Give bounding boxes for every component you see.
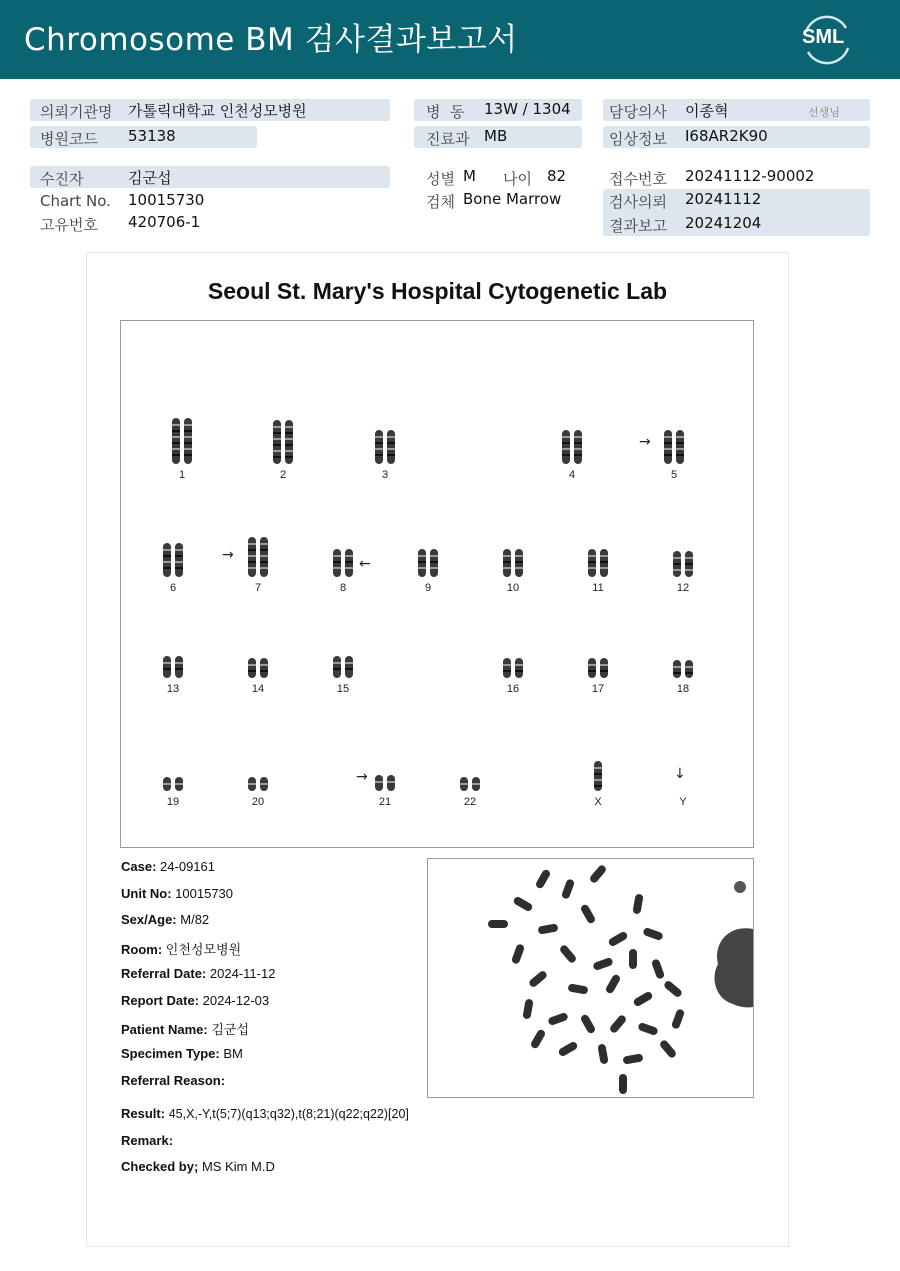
arrow-right-icon: → [356,769,368,785]
specimen-row [414,189,594,211]
chromosome-label: 7 [254,582,262,594]
chromosome-pair [415,547,441,579]
case-value: 24-09161 [160,859,215,874]
clinical-row [603,126,870,148]
chromosome-pair [500,656,526,680]
chart-row [30,190,390,212]
chromosome-label: 19 [166,796,180,808]
age-value: 82 [547,167,567,185]
chromosome-label: 15 [336,683,350,695]
chromosome-pair [160,775,186,793]
hospital-code-value: 53138 [128,127,176,145]
specimen-value: Bone Marrow [463,190,562,208]
report-date-value: 2024-12-03 [202,993,270,1008]
checked-value: MS Kim M.D [201,1159,275,1174]
unit-value: 10015730 [175,886,234,901]
institution-label: 의뢰기관명 [40,103,113,121]
chromosome-pair [500,547,526,579]
chromosome-label: 5 [670,469,678,481]
request-value: 20241112 [685,190,762,208]
clinical-label: 임상정보 [609,130,667,148]
chromosome-pair [160,541,186,579]
referral-date-line [121,966,275,981]
metaphase-image [427,858,754,1098]
chromosome-label: X [594,796,602,808]
chromosome-label: 20 [251,796,265,808]
department-label: 진료과 [426,130,470,148]
karyogram [120,320,754,848]
result-date-value: 20241204 [685,214,762,232]
doctor-row [603,99,870,121]
chromosome-pair [559,428,585,466]
chromosome-label: 18 [676,683,690,695]
chromosome-label: 22 [463,796,477,808]
receipt-value: 20241112-90002 [685,167,815,185]
chromosome-label: 14 [251,683,265,695]
chromosome-label: 21 [378,796,392,808]
specimen-label: 검체 [426,193,455,211]
doctor-value: 이종혁 [685,102,729,120]
referral-reason-line [121,1073,225,1088]
ward-row [414,99,582,121]
chromosome-label: 4 [568,469,576,481]
chromosome-label: 16 [506,683,520,695]
unique-row [30,212,390,234]
ward-value: 13W / 1304 [484,100,571,118]
referral-reason-label: Referral Reason: [121,1073,226,1088]
age-label: 나이 [503,170,532,188]
checked-label: Checked by; [121,1159,199,1174]
chromosome-pair [270,418,296,466]
chromosome-pair [330,547,356,579]
receipt-row [603,166,870,188]
room-line [121,939,241,958]
report-date-label: Report Date: [121,993,200,1008]
department-row [414,126,582,148]
chromosome-pair [245,656,271,680]
page-title: Chromosome BM 검사결과보고서 [24,22,518,58]
chromosome-label: 8 [339,582,347,594]
arrow-right-icon: → [222,547,234,563]
remark-line [121,1133,173,1148]
chromosome-pair [160,654,186,680]
chromosome-pair [585,547,611,579]
chromosome-label: 9 [424,582,432,594]
chromosome-label: 2 [279,469,287,481]
referral-date-label: Referral Date: [121,966,207,981]
chromosome-pair [330,654,356,680]
patient-row [30,166,390,188]
hospital-code-row [30,126,257,148]
chromosome-pair [670,658,696,680]
patient-name-value: 김군섭 [211,1022,250,1037]
sml-logo [796,12,856,66]
report-title: Seoul St. Mary's Hospital Cytogenetic Lab [207,278,668,304]
doctor-suffix: 선생님 [808,106,840,119]
chart-label: Chart No. [40,192,111,210]
doctor-label: 담당의사 [609,103,667,121]
request-label: 검사의뢰 [609,193,667,211]
arrow-down-icon: ↓ [674,766,686,782]
sex-value: M [463,167,476,185]
sexage-value: M/82 [180,912,210,927]
clinical-value: I68AR2K90 [685,127,768,145]
unit-label: Unit No: [121,886,172,901]
chart-value: 10015730 [128,191,205,209]
specimen-type-line [121,1046,243,1061]
institution-row [30,99,390,121]
chromosome-label: 6 [169,582,177,594]
checked-line [121,1159,275,1174]
remark-label: Remark: [121,1133,174,1148]
patient-value: 김군섭 [128,169,172,187]
specimen-type-label: Specimen Type: [121,1046,220,1061]
chromosome-pair [245,535,271,579]
cytogenetic-report [86,252,789,1247]
chromosome-pair [372,773,398,793]
result-line [121,1106,409,1121]
sex-label: 성별 [426,170,455,188]
case-label: Case: [121,859,157,874]
result-value: 45,X,-Y,t(5;7)(q13;q32),t(8;21)(q22;q22)[20] [168,1107,409,1121]
chromosome-pair [661,428,687,466]
arrow-right-icon: → [639,434,651,450]
institution-value: 가톨릭대학교 인천성모병원 [128,102,307,120]
unique-value: 420706-1 [128,213,201,231]
chromosome-pair [585,759,611,793]
arrow-left-icon: ← [359,556,371,572]
chromosome-pair [585,656,611,680]
chromosome-label: 17 [591,683,605,695]
chromosome-pair [670,549,696,579]
patient-label: 수진자 [40,170,84,188]
chromosome-label: 13 [166,683,180,695]
unique-label: 고유번호 [40,216,98,234]
specimen-type-value: BM [223,1046,243,1061]
chromosome-pair [245,775,271,793]
chromosome-label: Y [679,796,687,808]
department-value: MB [484,127,508,145]
ward-label: 병 동 [426,103,465,121]
chromosome-pair [457,775,483,793]
chromosome-pair [372,428,398,466]
request-result-block [603,189,870,236]
patient-name-line [121,1019,249,1038]
unit-line [121,886,233,901]
result-date-label: 결과보고 [609,217,667,235]
metaphase-spread [428,859,753,1097]
report-date-line [121,993,269,1008]
chromosome-label: 12 [676,582,690,594]
sex-age-row [414,166,594,188]
room-label: Room: [121,942,163,957]
result-label: Result: [121,1106,166,1121]
logo-text: SML [802,26,845,48]
referral-date-value: 2024-11-12 [209,966,276,981]
patient-name-label: Patient Name: [121,1022,208,1037]
sexage-label: Sex/Age: [121,912,177,927]
receipt-label: 접수번호 [609,170,667,188]
chromosome-pair [169,416,195,466]
chromosome-label: 3 [381,469,389,481]
room-value: 인천성모병원 [165,942,242,957]
hospital-code-label: 병원코드 [40,130,98,148]
chromosome-label: 1 [178,469,186,481]
chromosome-label: 11 [592,582,604,594]
report-header [0,0,900,79]
sexage-line [121,912,209,927]
chromosome-label: 10 [506,582,520,594]
case-line [121,859,215,874]
